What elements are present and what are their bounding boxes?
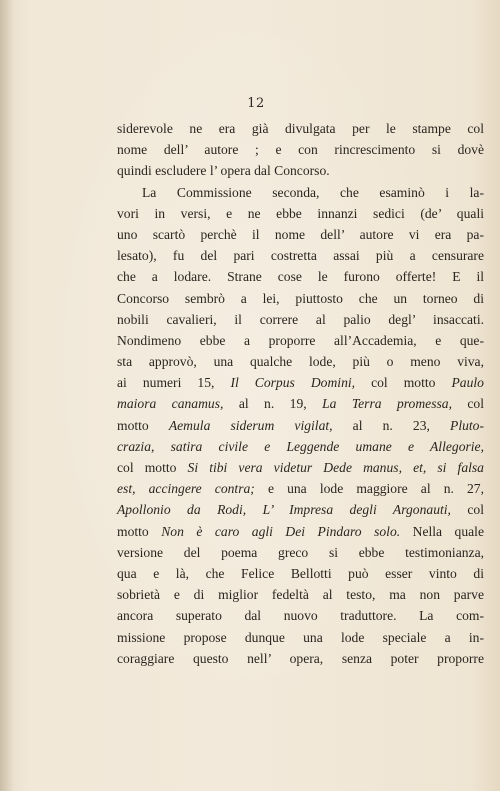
text-line: [117, 224, 484, 245]
text-segment: che a lodare. Strane cose le furono offerte! E il: [117, 269, 484, 285]
text-line: [117, 415, 484, 436]
text-line: [117, 605, 484, 626]
text-line: [117, 584, 484, 605]
italic-text-segment: crazia, satira civile e Leggende umane e Allegorie,: [117, 438, 484, 454]
italic-text-segment: Apollonio da Rodi, L’ Impresa degli Argonauti,: [117, 502, 451, 518]
text-segment: missione propose dunque una lode speciale a in-: [117, 629, 484, 645]
text-line: [117, 521, 484, 542]
text-line: [117, 478, 484, 499]
text-segment: nobili cavalieri, il correre al palio degl’ insaccati.: [117, 311, 484, 327]
text-segment: Nella quale: [400, 523, 484, 539]
text-segment: col motto: [355, 375, 452, 391]
text-segment: La Commissione seconda, che esaminò i la-: [142, 184, 484, 200]
text-line: [117, 160, 484, 181]
text-line: [117, 118, 484, 139]
italic-text-segment: Non è caro agli Dei Pindaro solo.: [161, 523, 401, 539]
text-segment: vori in versi, e ne ebbe innanzi sedici (de’ quali: [117, 205, 484, 221]
text-segment: lesato), fu del pari costretta assai più a censurare: [117, 248, 484, 264]
text-segment: siderevole ne era già divulgata per le stampe col: [117, 121, 484, 136]
spine-shadow: [0, 0, 14, 791]
text-segment: coraggiare questo nell’ opera, senza poter proporre: [117, 650, 484, 666]
text-segment: Concorso sembrò a lei, piuttosto che un torneo di: [117, 290, 484, 306]
text-segment: e una lode maggiore al n. 27,: [254, 481, 484, 497]
text-segment: versione del poema greco si ebbe testimonianza,: [117, 544, 484, 560]
body-text: [117, 118, 484, 669]
text-line: [117, 351, 484, 372]
text-segment: col motto: [117, 460, 188, 475]
text-segment: motto: [117, 417, 169, 433]
text-segment: ancora superato dal nuovo traduttore. La com-: [117, 608, 484, 624]
text-line: [117, 182, 484, 203]
page-number: 12: [247, 96, 265, 111]
text-line: [117, 436, 484, 457]
text-segment: qua e là, che Felice Bellotti può esser vinto di: [117, 565, 484, 581]
text-segment: al n. 23,: [332, 417, 451, 433]
text-line: [117, 203, 484, 224]
text-segment: col: [451, 396, 484, 412]
text-line: [117, 648, 484, 669]
text-segment: motto: [117, 523, 162, 539]
text-line: [117, 330, 484, 351]
text-line: [117, 139, 484, 160]
text-line: [117, 627, 484, 648]
italic-text-segment: maiora canamus,: [117, 396, 224, 412]
text-line: [117, 372, 484, 393]
text-line: [117, 499, 484, 520]
text-segment: nome dell’ autore ; e con rincrescimento si dovè: [117, 142, 484, 158]
text-segment: quindi escludere l’ opera dal Concorso.: [117, 163, 330, 179]
italic-text-segment: La Terra promessa,: [322, 396, 452, 412]
text-segment: sta approvò, una qualche lode, più o meno viva,: [117, 354, 484, 370]
text-line: [117, 309, 484, 330]
text-line: [117, 266, 484, 287]
text-segment: uno scartò perchè il nome dell’ autore vi era pa-: [117, 226, 484, 242]
italic-text-segment: Pluto-: [450, 417, 484, 433]
text-segment: col: [450, 502, 484, 518]
italic-text-segment: Aemula siderum vigilat,: [168, 417, 333, 433]
text-line: [117, 542, 484, 563]
text-segment: al n. 19,: [223, 396, 323, 412]
text-line: [117, 393, 484, 414]
text-line: [117, 288, 484, 309]
text-line: [117, 457, 484, 478]
text-line: [117, 245, 484, 266]
italic-text-segment: est, accingere contra;: [117, 481, 255, 497]
text-segment: ai numeri 15,: [117, 375, 231, 391]
italic-text-segment: Il Corpus Domini,: [230, 375, 356, 391]
italic-text-segment: Si tibi vera videtur Dede manus, et, si falsa: [187, 460, 484, 475]
italic-text-segment: Paulo: [451, 375, 484, 391]
text-line: [117, 563, 484, 584]
text-segment: Nondimeno ebbe a proporre all’Accademia, e que-: [117, 332, 484, 348]
text-segment: sobrietà e di miglior fedeltà al testo, ma non parve: [117, 587, 484, 603]
